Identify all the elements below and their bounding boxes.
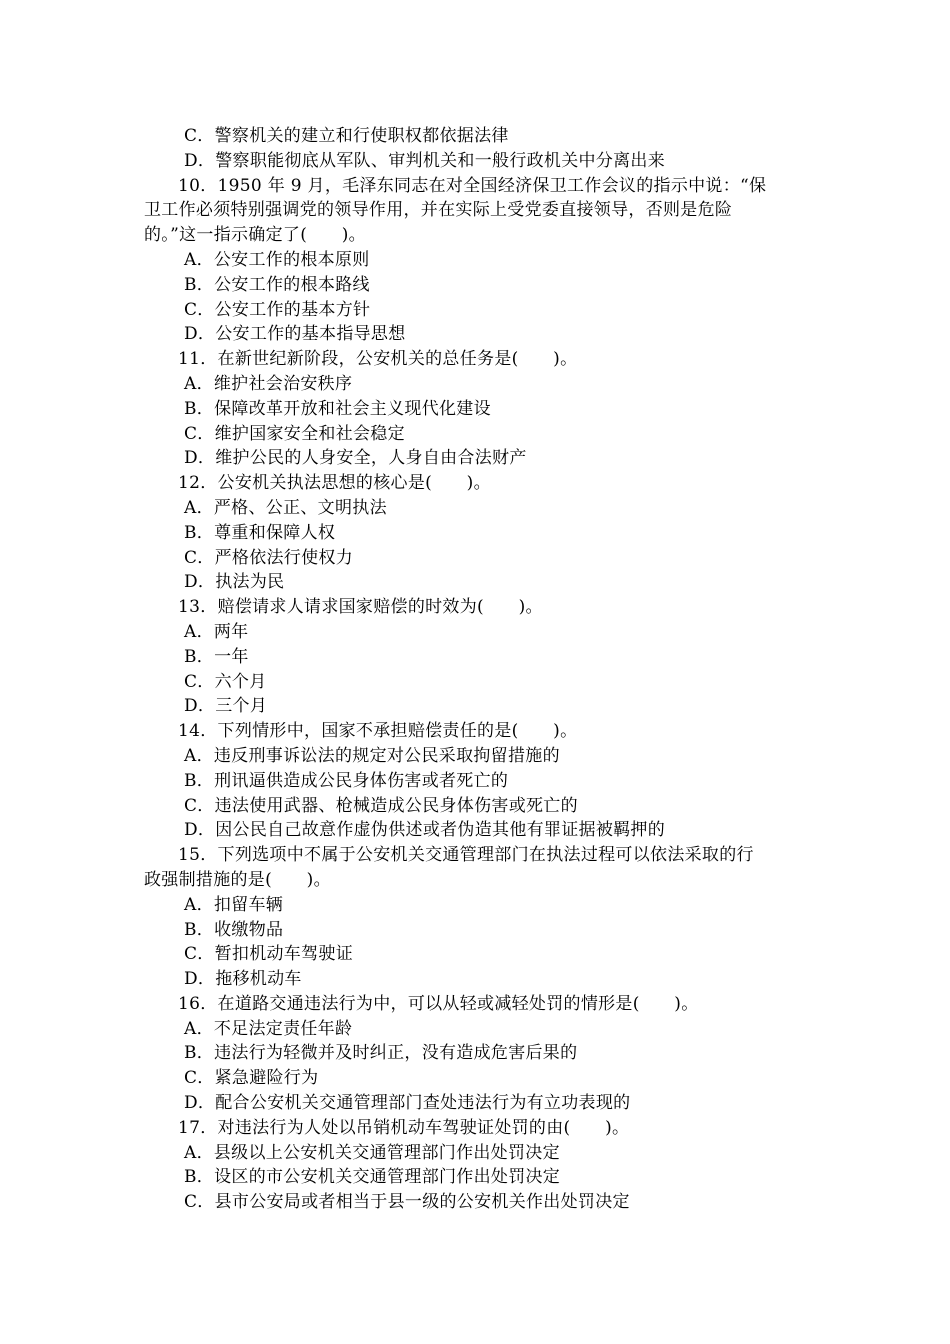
question-17-option-c: C．县市公安局或者相当于县一级的公安机关作出处罚决定: [184, 1192, 630, 1213]
question-10-option-b: B．公安工作的根本路线: [184, 274, 370, 295]
question-14-option-b: B．刑讯逼供造成公民身体伤害或者死亡的: [184, 770, 509, 791]
question-11-option-a: A．维护社会治安秩序: [184, 373, 353, 394]
question-13-stem: 13．赔偿请求人请求国家赔偿的时效为( )。: [178, 597, 543, 618]
question-10-option-c: C．公安工作的基本方针: [184, 299, 371, 320]
question-16-stem: 16．在道路交通违法行为中，可以从轻或减轻处罚的情形是( )。: [178, 993, 699, 1014]
question-14-option-a: A．违反刑事诉讼法的规定对公民采取拘留措施的: [184, 745, 560, 766]
question-11-option-c: C．维护国家安全和社会稳定: [184, 423, 405, 444]
question-17-option-b: B．设区的市公安机关交通管理部门作出处罚决定: [184, 1167, 561, 1188]
question-10-stem-cont: 卫工作必须特别强调党的领导作用，并在实际上受党委直接领导，否则是危险: [144, 200, 733, 221]
question-10-option-a: A．公安工作的根本原则: [184, 249, 370, 270]
question-14-stem: 14．下列情形中，国家不承担赔偿责任的是( )。: [178, 721, 578, 742]
question-12-option-b: B．尊重和保障人权: [184, 522, 336, 543]
option-line: C．警察机关的建立和行使职权都依据法律: [184, 126, 509, 146]
question-16-option-a: A．不足法定责任年龄: [184, 1018, 353, 1039]
question-17-stem: 17．对违法行为人处以吊销机动车驾驶证处罚的由( )。: [178, 1117, 630, 1138]
question-17-option-a: A．县级以上公安机关交通管理部门作出处罚决定: [184, 1142, 560, 1163]
question-13-option-c: C．六个月: [184, 671, 267, 692]
question-11-option-b: B．保障改革开放和社会主义现代化建设: [184, 398, 491, 419]
question-15-option-b: B．收缴物品: [184, 919, 284, 940]
question-16-option-c: C．紧急避险行为: [184, 1068, 319, 1089]
question-13-option-b: B．一年: [184, 646, 249, 667]
question-15-option-c: C．暂扣机动车驾驶证: [184, 944, 354, 965]
question-10-stem: 10．1950 年 9 月，毛泽东同志在对全国经济保卫工作会议的指示中说：“保: [178, 175, 767, 196]
question-15-stem: 15．下列选项中不属于公安机关交通管理部门在执法过程可以依法采取的行: [178, 845, 754, 866]
question-12-option-c: C．严格依法行使权力: [184, 547, 354, 568]
question-15-option-d: D．拖移机动车: [184, 969, 302, 990]
question-14-option-d: D．因公民自己故意作虚伪供述或者伪造其他有罪证据被羁押的: [184, 820, 666, 841]
option-line: D．警察职能彻底从军队、审判机关和一般行政机关中分离出来: [184, 150, 666, 171]
question-10-option-d: D．公安工作的基本指导思想: [184, 324, 406, 345]
question-14-option-c: C．违法使用武器、枪械造成公民身体伤害或死亡的: [184, 795, 578, 816]
question-12-option-d: D．执法为民: [184, 572, 285, 593]
question-11-stem: 11．在新世纪新阶段，公安机关的总任务是( )。: [178, 349, 578, 370]
question-13-option-d: D．三个月: [184, 696, 268, 717]
question-15-option-a: A．扣留车辆: [184, 894, 284, 915]
document-body: [144, 124, 814, 1215]
question-12-stem: 12．公安机关执法思想的核心是( )。: [178, 473, 491, 494]
question-15-stem-cont: 政强制措施的是( )。: [144, 869, 331, 890]
question-11-option-d: D．维护公民的人身安全，人身自由合法财产: [184, 448, 527, 469]
question-16-option-b: B．违法行为轻微并及时纠正，没有造成危害后果的: [184, 1043, 578, 1064]
question-13-option-a: A．两年: [184, 621, 249, 642]
question-16-option-d: D．配合公安机关交通管理部门查处违法行为有立功表现的: [184, 1093, 631, 1114]
question-12-option-a: A．严格、公正、文明执法: [184, 497, 387, 518]
question-10-stem-cont: 的。”这一指示确定了( )。: [144, 225, 366, 246]
